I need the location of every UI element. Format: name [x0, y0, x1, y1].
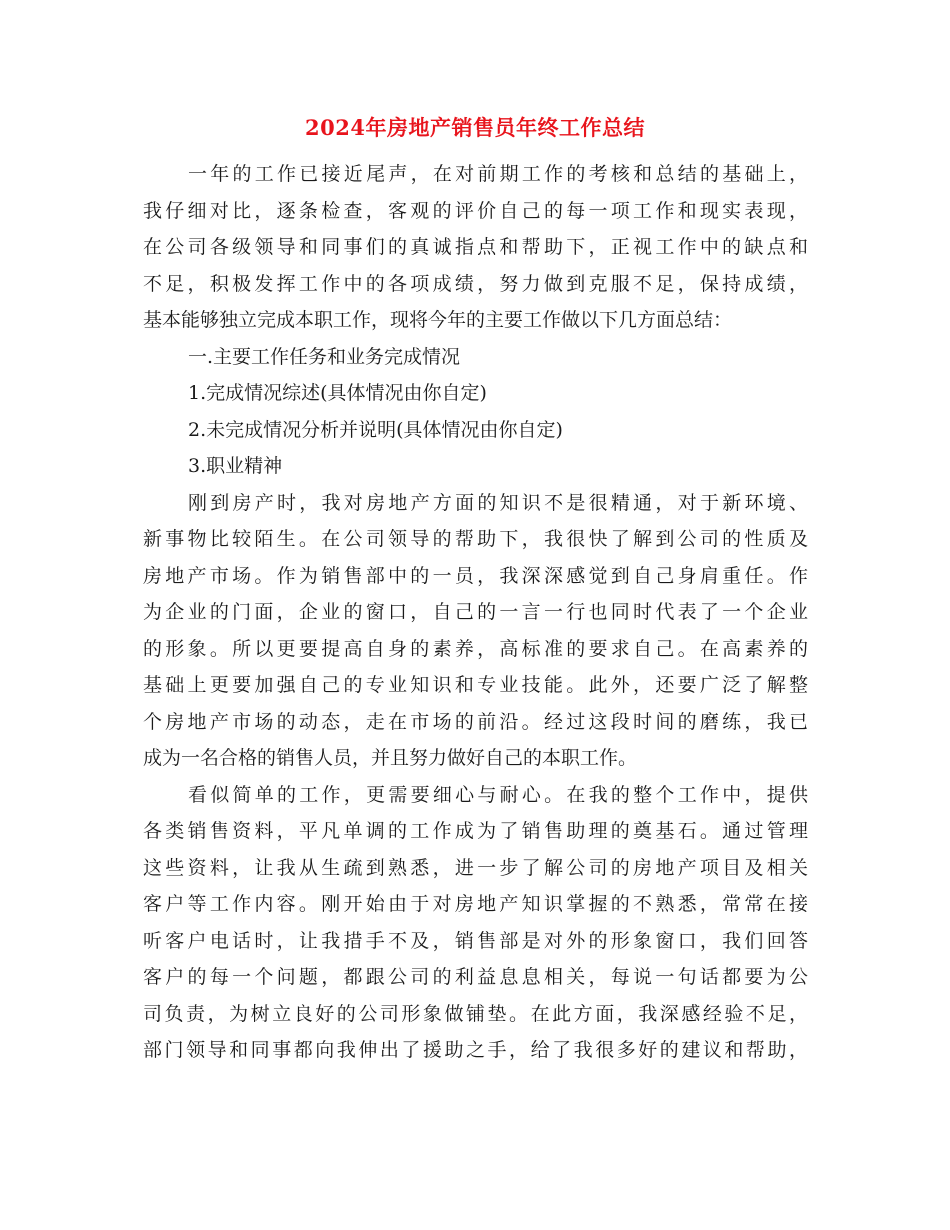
text-line: 这些资料，让我从生疏到熟悉，进一步了解公司的房地产项目及相关 — [143, 856, 808, 879]
text-line: 客户等工作内容。刚开始由于对房地产知识掌握的不熟悉，常常在接 — [143, 893, 808, 915]
text-line: 司负责，为树立良好的公司形象做铺垫。在此方面，我深感经验不足， — [143, 1002, 808, 1025]
text-line: 一年的工作已接近尾声，在对前期工作的考核和总结的基础上， — [188, 163, 808, 185]
text-line: 在公司各级领导和同事们的真诚指点和帮助下，正视工作中的缺点和 — [143, 236, 808, 258]
text-line: 客户的每一个问题，都跟公司的利益息息相关，每说一句话都要为公 — [143, 966, 808, 988]
text-line: 刚到房产时，我对房地产方面的知识不是很精通，对于新环境、 — [188, 491, 808, 514]
text-line: 新事物比较陌生。在公司领导的帮助下，我很快了解到公司的性质及 — [143, 528, 808, 550]
text-line: 个房地产市场的动态，走在市场的前沿。经过这段时间的磨练，我已 — [143, 710, 808, 733]
text-line: 为企业的门面，企业的窗口，自己的一言一行也同时代表了一个企业 — [143, 601, 808, 623]
text-line: 成为一名合格的销售人员，并且努力做好自己的本职工作。 — [143, 747, 638, 769]
text-line: 2.未完成情况分析并说明(具体情况由你自定) — [188, 418, 563, 441]
text-line: 听客户电话时，让我措手不及，销售部是对外的形象窗口，我们回答 — [143, 929, 808, 952]
text-line: 基础上更要加强自己的专业知识和专业技能。此外，还要广泛了解整 — [143, 674, 808, 696]
text-line: 的形象。所以更要提高自身的素养，高标准的要求自己。在高素养的 — [143, 637, 808, 660]
text-line: 一.主要工作任务和业务完成情况 — [188, 345, 461, 368]
text-line: 各类销售资料，平凡单调的工作成为了销售助理的奠基石。通过管理 — [143, 820, 808, 842]
document-body — [143, 156, 808, 1069]
text-line: 3.职业精神 — [188, 455, 283, 477]
text-line: 部门领导和同事都向我伸出了援助之手，给了我很多好的建议和帮助， — [143, 1039, 808, 1061]
text-line: 我仔细对比，逐条检查，客观的评价自己的每一项工作和现实表现， — [143, 199, 808, 222]
document-title: 2024年房地产销售员年终工作总结 — [305, 115, 645, 140]
text-line: 基本能够独立完成本职工作，现将今年的主要工作做以下几方面总结： — [143, 309, 733, 331]
text-line: 看似简单的工作，更需要细心与耐心。在我的整个工作中，提供 — [188, 783, 808, 806]
text-line: 不足，积极发挥工作中的各项成绩，努力做到克服不足，保持成绩， — [143, 272, 808, 295]
text-line: 房地产市场。作为销售部中的一员，我深深感觉到自己身肩重任。作 — [143, 564, 808, 587]
text-line: 1.完成情况综述(具体情况由你自定) — [188, 382, 487, 404]
